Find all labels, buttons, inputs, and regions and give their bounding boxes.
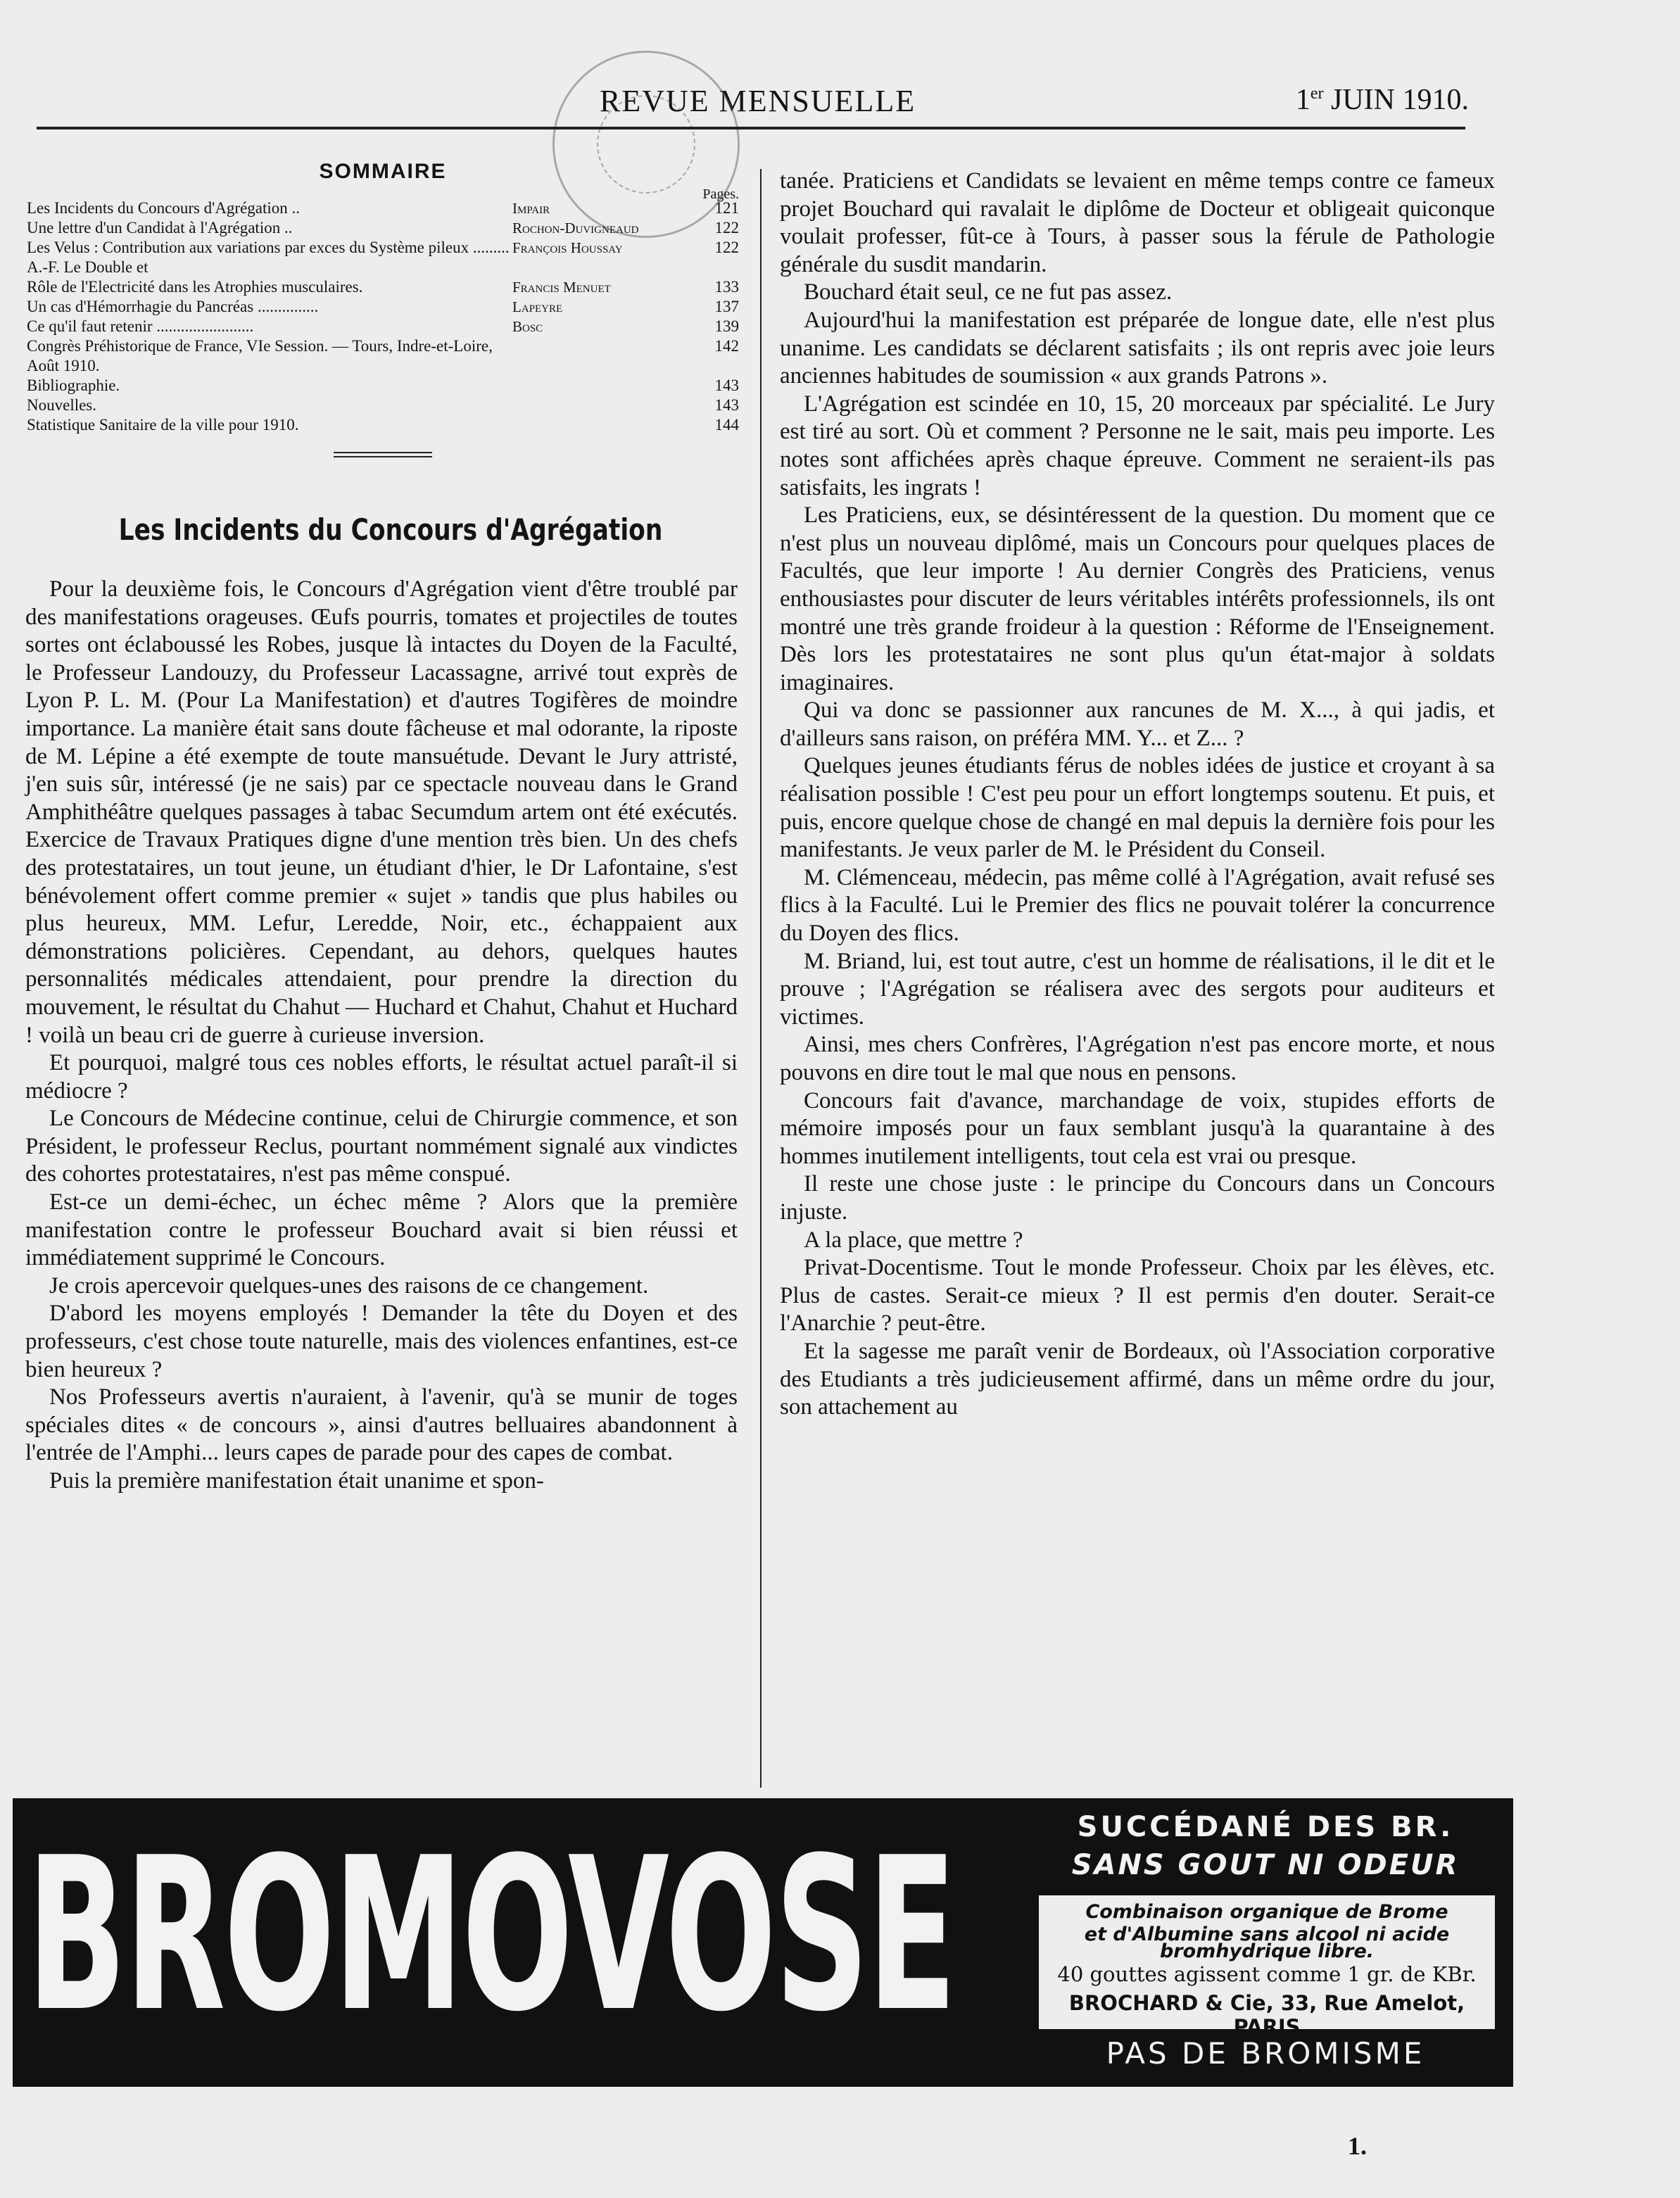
toc-entry-author: Rochon-Duvigneaud <box>512 220 639 236</box>
toc-entry-title: Une lettre d'un Candidat à l'Agrégation .. <box>27 219 293 236</box>
toc-entry-page: 137 <box>714 298 739 315</box>
toc-entry <box>27 317 739 336</box>
ad-dosage-line: 40 gouttes agissent comme 1 gr. de KBr. <box>1057 1962 1477 1986</box>
toc-entry <box>27 336 739 376</box>
toc-heading: SOMMAIRE <box>319 160 447 183</box>
toc-separator <box>334 452 432 457</box>
date-month-year: JUIN 1910. <box>1323 84 1469 116</box>
article-paragraph: Il reste une chose juste : le principe du Concours dans un Concours injuste. <box>780 1171 1495 1225</box>
ad-footer: PAS DE BROMISME <box>1106 2036 1425 2071</box>
toc-entry-title: Les Velus : Contribution aux variations par exces du Système pileux ......... A.-F. Le Double et <box>27 239 510 276</box>
toc-entry-title: Un cas d'Hémorrhagie du Pancréas ............... <box>27 298 319 315</box>
article-paragraph: L'Agrégation est scindée en 10, 15, 20 morceaux par spécialité. Le Jury est tiré au sort. Où et comment ? Personne ne le sait, mais peu importe. Les notes sont affichées après chaque épreuve. Comment ne seraient-ils pas satisfaits, les ingrats ! <box>780 391 1495 500</box>
date-ordinal: er <box>1310 84 1324 103</box>
article-paragraph: D'abord les moyens employés ! Demander la tête du Doyen et des professeurs, c'est chose toute naturelle, mais des violences enfantines, est-ce bien heureux ? <box>25 1301 738 1382</box>
ad-composition-line-2: et d'Albumine sans alcool ni acide <box>1084 1924 1450 1945</box>
article-paragraph: Est-ce un demi-échec, un échec même ? Alors que la première manifestation contre le professeur Bouchard avait si bien réussi et immédiatement supprimé le Concours. <box>25 1189 738 1271</box>
toc-pages-label: Pages. <box>702 187 739 202</box>
article-paragraph: Nos Professeurs avertis n'auraient, à l'avenir, qu'à se munir de toges spéciales dites « de concours », ainsi d'autres belluaires abandonnent à l'entrée de l'Amphi... leurs capes de parade pour des capes de combat. <box>25 1384 738 1466</box>
ad-dosage <box>1039 1940 1495 1986</box>
toc-entry-page: 121 <box>714 199 739 217</box>
ad-composition-line-3: bromhydrique libre. <box>1159 1940 1375 1962</box>
toc-entry-title: Ce qu'il faut retenir ........................ <box>27 317 254 335</box>
advertisement <box>13 1798 1513 2087</box>
date-day: 1 <box>1295 84 1310 116</box>
article-paragraph: Pour la deuxième fois, le Concours d'Agrégation vient d'être troublé par des manifestations orageuses. Œufs pourris, tomates et projectiles de toutes sortes ont éclaboussé les Robes, jusque là intactes du Doyen de la Faculté, le Professeur Landouzy, du Professeur Lacassagne, arrivé tout exprès de Lyon P. L. M. (Pour La Manifestation) et d'autres Togifères de moindre importance. La manière était sans doute fâcheuse et mal odorante, la riposte de M. Lépine a été exempte de toute mansuétude. Devant le Jury attristé, j'en suis sûr, intéressé (je ne sais) par ce spectacle nouveau dans le Grand Amphithéâtre quelques passages à tabac Secumdum artem ont été exécutés. Exercice de Travaux Pratiques digne d'une mention très bien. Un des chefs des protestataires, un tout jeune, un étudiant d'hier, le Dr Lafontaine, s'est bénévolement offert comme premier « sujet » tandis que plus habiles ou plus heureux, MM. Lefur, Leredde, Noir, etc., échappaient aux démonstrations policières. Cependant, au dehors, quelques hautes personnalités médicales attendaient, pour prendre la direction du mouvement, le résultat du Chahut — Huchard et Chahut, Chahut et Huchard ! voilà un beau cri de guerre à curieuse inversion. <box>25 576 738 1048</box>
toc-entry-page: 139 <box>714 317 739 335</box>
toc-entry <box>27 277 739 297</box>
article-paragraph: Ainsi, mes chers Confrères, l'Agrégation n'est pas encore morte, et nous pouvons en dire tout le mal que nous en pensons. <box>780 1032 1495 1085</box>
toc-entry-page: 122 <box>714 219 739 236</box>
column-divider <box>760 169 762 1788</box>
ad-tagline-1: SUCCÉDANÉ DES BR. <box>1077 1811 1454 1843</box>
toc-entry-title: Statistique Sanitaire de la ville pour 1910. <box>27 416 299 434</box>
toc-entry <box>27 396 739 415</box>
toc-entry-title: Bibliographie. <box>27 377 120 394</box>
article-paragraph: Je crois apercevoir quelques-unes des raisons de ce changement. <box>49 1272 649 1299</box>
article-left-column <box>25 576 738 1496</box>
article-paragraph: A la place, que mettre ? <box>804 1227 1023 1253</box>
toc-entry <box>27 238 739 277</box>
toc-entry-title: Les Incidents du Concours d'Agrégation .. <box>27 199 301 217</box>
article-paragraph: Bouchard était seul, ce ne fut pas assez. <box>804 279 1173 305</box>
toc-list <box>27 198 739 435</box>
article-right-column <box>780 168 1495 1422</box>
toc-entry-title: Rôle de l'Electricité dans les Atrophies musculaires. <box>27 278 363 296</box>
article-paragraph: tanée. Praticiens et Candidats se levaient en même temps contre ce fameux projet Bouchard qui ravalait le diplôme de Docteur et obligeait quiconque voulait professer, fût-ce à Tours, à passer sous la férule de Pathologie générale du susdit mandarin. <box>780 168 1495 277</box>
toc-entry <box>27 198 739 218</box>
article-paragraph: Et pourquoi, malgré tous ces nobles efforts, le résultat actuel paraît-il si médiocre ? <box>25 1050 738 1104</box>
toc-entry-author: François Houssay <box>512 239 623 256</box>
article-paragraph: Et la sagesse me paraît venir de Bordeaux, où l'Association corporative des Etudiants a très judicieusement affirmé, dans un même ordre du jour, son attachement au <box>780 1338 1495 1420</box>
toc-entry-page: 133 <box>714 278 739 296</box>
toc-entry-page: 143 <box>714 377 739 394</box>
toc-entry-author: Impair <box>512 200 550 217</box>
ad-brand: BROMOVOSE <box>27 1812 955 2058</box>
toc-entry-page: 122 <box>714 239 739 256</box>
article-paragraph: Le Concours de Médecine continue, celui de Chirurgie commence, et son Président, le professeur Reclus, pourtant nommément signalé aux vindictes des cohortes protestataires, n'est pas même conspué. <box>25 1106 738 1187</box>
toc-entry-title: Congrès Préhistorique de France, VIe Session. — Tours, Indre-et-Loire, Août 1910. <box>27 337 493 374</box>
article-paragraph: M. Briand, lui, est tout autre, c'est un homme de réalisations, il le dit et le prouve ; l'Agrégation se réalisera avec des sergots pour auditeurs et victimes. <box>780 948 1495 1030</box>
toc-entry <box>27 297 739 317</box>
toc-entry-page: 144 <box>714 416 739 434</box>
toc-entry <box>27 376 739 396</box>
toc-entry-title: Nouvelles. <box>27 396 97 414</box>
journal-title: REVUE MENSUELLE <box>600 84 916 118</box>
ad-maker: BROCHARD & Cie, 33, Rue Amelot, PARIS <box>1068 1991 1465 2039</box>
ad-tagline-2: SANS GOUT NI ODEUR <box>1071 1849 1460 1881</box>
article-paragraph: Les Praticiens, eux, se désintéressent de la question. Du moment que ce n'est plus un nouveau diplômé, mais un Concours pour quelques places de Facultés, que leur importe ! Au dernier Congrès des Praticiens, venus enthousiastes pour discuter de leurs véritables intérêts professionnels, ils ont montré une très grande froideur à la question : Réforme de l'Enseignement. Dès lors les protestataires ne sont plus qu'un état-major à soldats imaginaires. <box>780 503 1495 695</box>
article-paragraph: Quelques jeunes étudiants férus de nobles idées de justice et croyant à sa réalisation possible ! C'est peu pour un effort longtemps soutenu. Et puis, et puis, encore quelque chose de changé en mal depuis la dernière fois pour les manifestants. Je veux parler de M. le Président du Conseil. <box>780 753 1495 863</box>
article-paragraph: Aujourd'hui la manifestation est préparée de longue date, elle n'est plus unanime. Les candidats se déclarent satisfaits ; ils ont repris avec joie leurs anciennes habitudes de soumission « aux grands Patrons ». <box>780 307 1495 389</box>
toc-entry-author: Bosc <box>512 318 543 335</box>
article-title: Les Incidents du Concours d'Agrégation <box>118 512 663 547</box>
article-paragraph: Qui va donc se passionner aux rancunes de M. X..., à qui jadis, et d'ailleurs sans raison, on préféra MM. Y... et Z... ? <box>780 697 1495 751</box>
article-paragraph: Concours fait d'avance, marchandage de voix, stupides efforts de mémoire imposés pour un faux semblant jusqu'à la quarantaine à des hommes inutilement intelligents, tout cela est vrai ou presque. <box>780 1087 1495 1169</box>
article-paragraph: M. Clémenceau, médecin, pas même collé à l'Agrégation, avait refusé ses flics à la Faculté. Lui le Premier des flics ne pouvait tolérer la concurrence du Doyen des flics. <box>780 864 1495 947</box>
toc-entry-page: 143 <box>714 396 739 414</box>
article-paragraph: Puis la première manifestation était unanime et spon- <box>49 1468 544 1493</box>
article-paragraph: Privat-Docentisme. Tout le monde Professeur. Choix par les élèves, etc. Plus de castes. Serait-ce mieux ? Il est permis d'en douter. Serait-ce l'Anarchie ? peut-être. <box>780 1255 1495 1337</box>
toc-entry-author: Francis Menuet <box>512 279 611 296</box>
toc-entry <box>27 218 739 238</box>
toc-entry-author: Lapeyre <box>512 298 563 315</box>
toc-entry-page: 142 <box>714 337 739 355</box>
table-of-contents <box>27 162 739 457</box>
ad-info-box <box>1037 1893 1497 2039</box>
header-rule <box>37 127 1465 130</box>
ad-composition-line-1: Combinaison organique de Brome <box>1085 1901 1448 1923</box>
toc-entry <box>27 415 739 435</box>
issue-date <box>1296 83 1469 117</box>
page-number: 1. <box>1348 2132 1367 2160</box>
ad-composition <box>1039 1901 1495 1946</box>
